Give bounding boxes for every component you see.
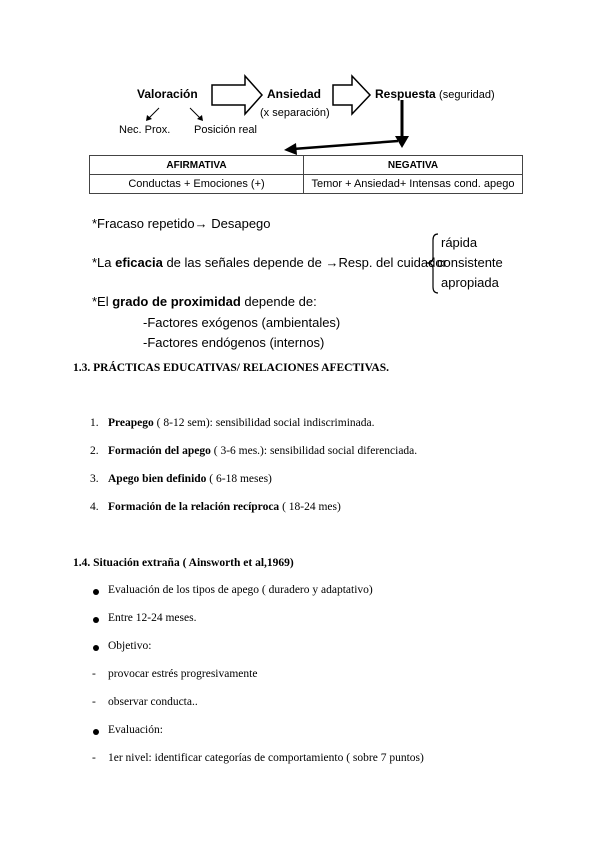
- item-number: 2.: [90, 445, 99, 457]
- dash-icon: -: [92, 752, 96, 764]
- dash-icon: -: [92, 696, 96, 708]
- bullet-icon: [93, 617, 99, 623]
- list-item: provocar estrés progresivamente: [108, 668, 258, 680]
- header-afirmativa: AFIRMATIVA: [90, 156, 304, 175]
- fracaso-text: *Fracaso repetido: [92, 216, 195, 231]
- bullet-icon: [93, 589, 99, 595]
- eficacia-bold: eficacia: [115, 255, 163, 270]
- note-fracaso: [92, 216, 271, 231]
- section-14-heading: 1.4. Situación extraña ( Ainsworth et al,1969): [73, 557, 294, 569]
- grado-post: depende de:: [240, 294, 317, 309]
- respuesta-note: (seguridad): [439, 89, 495, 101]
- brace-item-consistente: consistente: [437, 255, 503, 270]
- arrow-right-icon: →: [194, 216, 208, 231]
- eficacia-post: de las señales depende de: [162, 255, 326, 270]
- list-item: [90, 417, 374, 429]
- item-bold: Preapego: [108, 417, 154, 429]
- item-bold: Apego bien definido: [108, 473, 207, 485]
- eficacia-target: Resp. del cuidador: [338, 255, 447, 270]
- item-bold: Formación del apego: [108, 445, 211, 457]
- item-rest: ( 3-6 mes.): sensibilidad social diferenciada.: [210, 445, 418, 457]
- brace-item-rapida: rápida: [441, 235, 478, 250]
- list-item: Objetivo:: [108, 640, 152, 652]
- item-number: 4.: [90, 501, 99, 513]
- valoracion-label: Valoración: [137, 87, 198, 101]
- cell-afirmativa: Conductas + Emociones (+): [90, 175, 304, 194]
- respuesta-word: Respuesta: [375, 87, 436, 101]
- item-rest: ( 18-24 mes): [279, 501, 341, 513]
- diagram-arrows: [0, 0, 600, 160]
- note-grado: [92, 294, 317, 309]
- list-item: 1er nivel: identificar categorías de comportamiento ( sobre 7 puntos): [108, 752, 424, 764]
- brace-item-apropiada: apropiada: [441, 275, 499, 290]
- item-bold: Formación de la relación recíproca: [108, 501, 280, 513]
- item-rest: ( 8-12 sem): sensibilidad social indiscriminada.: [153, 417, 375, 429]
- list-item: Entre 12-24 meses.: [108, 612, 197, 624]
- fracaso-result: Desapego: [207, 216, 271, 231]
- section-13-heading: 1.3. PRÁCTICAS EDUCATIVAS/ RELACIONES AFECTIVAS.: [73, 362, 390, 374]
- factor-exogenos: -Factores exógenos (ambientales): [143, 315, 341, 330]
- grado-bold: grado de proximidad: [112, 294, 241, 309]
- ansiedad-label: Ansiedad: [267, 87, 322, 101]
- bullet-icon: [93, 729, 99, 735]
- list-item: observar conducta..: [108, 696, 198, 708]
- dash-icon: -: [92, 668, 96, 680]
- item-number: 3.: [90, 473, 99, 485]
- list-item: [90, 445, 417, 457]
- posicion-real-label: Posición real: [194, 124, 257, 136]
- separacion-note: (x separación): [260, 107, 330, 119]
- list-item: [90, 501, 341, 513]
- list-item: Evaluación:: [108, 724, 163, 736]
- block-arrow-right-icon: [333, 76, 370, 114]
- item-rest: ( 6-18 meses): [206, 473, 272, 485]
- note-eficacia: [92, 255, 447, 270]
- arrow-right-icon: →: [325, 255, 339, 270]
- eficacia-pre: *La: [92, 255, 116, 270]
- header-negativa: NEGATIVA: [304, 156, 523, 175]
- grado-pre: *El: [92, 294, 113, 309]
- response-table: [89, 155, 523, 194]
- block-arrow-right-icon: [212, 76, 262, 114]
- item-number: 1.: [90, 417, 99, 429]
- list-item: Evaluación de los tipos de apego ( duradero y adaptativo): [108, 584, 373, 596]
- list-item: [90, 473, 272, 485]
- arrow-left-icon: [284, 143, 297, 155]
- cell-negativa: Temor + Ansiedad+ Intensas cond. apego: [304, 175, 523, 194]
- bullet-icon: [93, 645, 99, 651]
- nec-prox-label: Nec. Prox.: [119, 124, 171, 136]
- factor-endogenos: -Factores endógenos (internos): [143, 335, 325, 350]
